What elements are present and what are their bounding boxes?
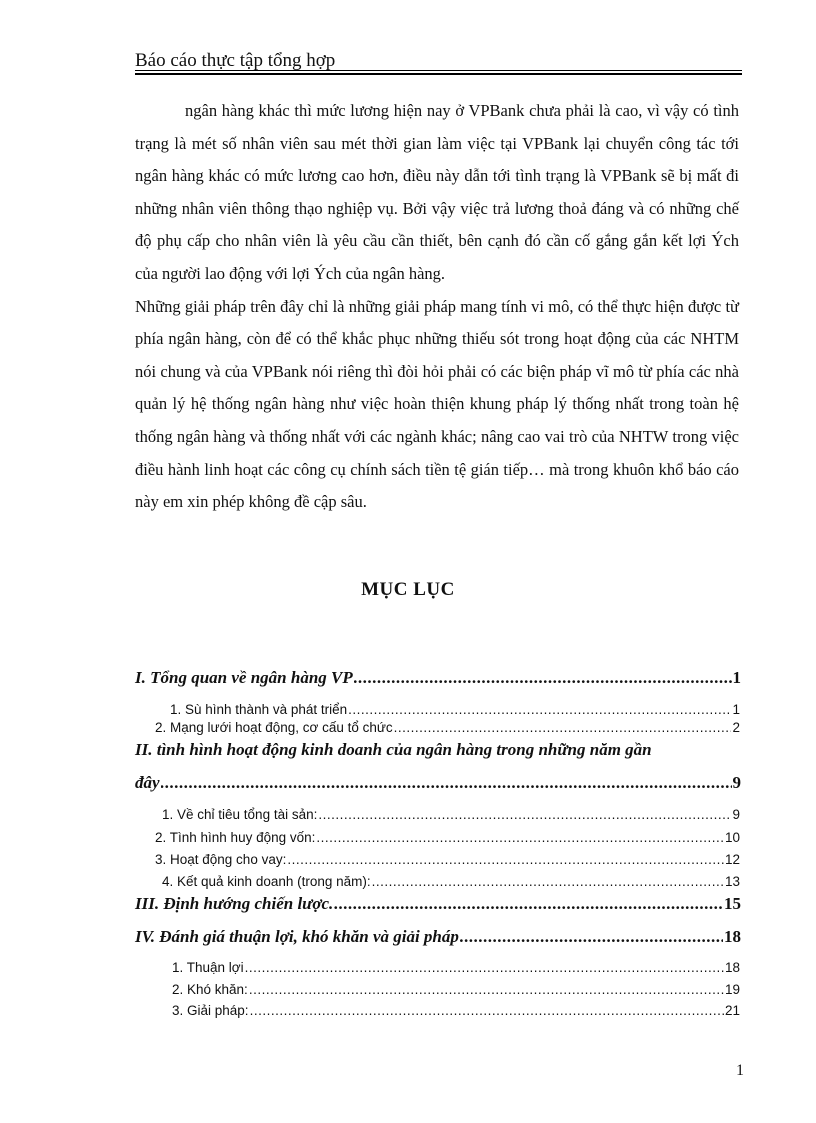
toc-page-number: 2 xyxy=(732,720,740,735)
toc-entry-section-3[interactable] xyxy=(135,894,741,914)
toc-entry-section-4[interactable] xyxy=(135,927,741,947)
toc-page-number: 13 xyxy=(724,874,740,889)
toc-entry-title: 2. Mạng lưới hoạt động, cơ cấu tổ chức xyxy=(155,720,393,735)
toc-entry-title: 4. Kết quả kinh doanh (trong năm): xyxy=(162,874,371,889)
toc-entry-section-2[interactable] xyxy=(135,740,741,760)
running-header xyxy=(135,50,742,78)
toc-entry-subsection[interactable] xyxy=(172,982,740,997)
toc-leader xyxy=(249,982,724,997)
toc-leader xyxy=(372,874,724,889)
toc-entry-title: 3. Giải pháp: xyxy=(172,1003,249,1018)
toc-entry-title: 2. Khó khăn: xyxy=(172,982,248,997)
toc-leader xyxy=(394,720,732,735)
toc-entry-title: II. tình hình hoạt động kinh doanh của ngân hàng trong những năm gần xyxy=(135,740,652,759)
toc-leader xyxy=(316,830,724,845)
toc-entry-title: 2. Tình hình huy động vốn: xyxy=(155,830,316,845)
toc-leader xyxy=(334,894,723,914)
toc-leader xyxy=(250,1003,724,1018)
toc-entry-title: 1. Về chỉ tiêu tổng tài sản: xyxy=(162,807,318,822)
toc-entry-subsection[interactable] xyxy=(172,1003,740,1018)
toc-leader xyxy=(161,773,732,793)
toc-page-number: 21 xyxy=(724,1003,740,1018)
toc-page-number: 19 xyxy=(724,982,740,997)
toc-page-number: 15 xyxy=(724,894,741,913)
toc-entry-title: đây xyxy=(135,773,160,792)
toc-entry-title: I. Tổng quan về ngân hàng VP xyxy=(135,668,353,687)
toc-entry-subsection[interactable] xyxy=(155,852,740,867)
page-number: 1 xyxy=(736,1062,744,1079)
toc-leader xyxy=(348,702,731,717)
toc-entry-subsection[interactable] xyxy=(155,720,740,735)
header-rule xyxy=(135,73,742,75)
body-text xyxy=(135,95,739,519)
toc-leader xyxy=(287,852,724,867)
toc-entry-title: III. Định hướng chiến lược. xyxy=(135,894,334,913)
paragraph: ngân hàng khác thì mức lương hiện nay ở VPBank chưa phải là cao, vì vậy có tình trạng là mét số nhân viên sau mét thời gian làm việc tại VPBank lại chuyển công tác tới ngân hàng khác có mức lương cao hơn, điều này dẫn tới tình trạng là VPBank sẽ bị mất đi những nhân viên thông thạo nghiệp vụ. Bởi vậy việc trả lương thoả đáng và có những chế độ phụ cấp cho nhân viên là yêu cầu cần thiết, bên cạnh đó cần cố gắng gắn kết lợi Ých của người lao động với lợi Ých của ngân hàng. xyxy=(135,101,739,283)
report-title: Báo cáo thực tập tổng hợp xyxy=(135,50,336,71)
toc-page-number: 9 xyxy=(732,807,740,822)
paragraph: Những giải pháp trên đây chỉ là những giải pháp mang tính vi mô, có thể thực hiện được từ phía ngân hàng, còn để có thể khắc phục những thiếu sót trong hoạt động của các NHTM nói chung và của VPBank nói riêng thì đòi hỏi phải có các biện pháp vĩ mô từ phía các nhà quản lý hệ thống ngân hàng như việc hoàn thiện khung pháp lý thống nhất trong toàn hệ thống ngân hàng và thống nhất với các ngành khác; nâng cao vai trò của NHTW trong việc điều hành linh hoạt các công cụ chính sách tiền tệ gián tiếp… mà trong khuôn khổ báo cáo này em xin phép không đề cập sâu. xyxy=(135,296,739,512)
toc-entry-subsection[interactable] xyxy=(162,807,740,822)
toc-entry-section-2-cont[interactable] xyxy=(135,773,741,793)
toc-page-number: 10 xyxy=(724,830,740,845)
toc-page-number: 1 xyxy=(732,702,740,717)
toc-entry-subsection[interactable] xyxy=(162,874,740,889)
toc-page-number: 1 xyxy=(732,668,741,687)
toc-page-number: 12 xyxy=(724,852,740,867)
toc-entry-subsection[interactable] xyxy=(172,960,740,975)
toc-heading: MỤC LỤC xyxy=(361,579,455,600)
toc-entry-subsection[interactable] xyxy=(155,830,740,845)
toc-entry-title: 1. Sù hình thành và phát triển xyxy=(170,702,348,717)
toc-leader xyxy=(318,807,731,822)
toc-leader xyxy=(460,927,723,947)
toc-leader xyxy=(245,960,724,975)
toc-page-number: 18 xyxy=(724,960,740,975)
toc-entry-title: IV. Đánh giá thuận lợi, khó khăn và giải pháp xyxy=(135,927,459,946)
toc-entry-title: 3. Hoạt động cho vay: xyxy=(155,852,287,867)
toc-leader xyxy=(354,668,732,688)
toc-entry-title: 1. Thuận lợi xyxy=(172,960,244,975)
header-rule xyxy=(135,70,742,71)
toc-entry-subsection[interactable] xyxy=(170,702,740,717)
toc-entry-section-1[interactable] xyxy=(135,668,741,688)
toc-page-number: 18 xyxy=(724,927,741,946)
toc-page-number: 9 xyxy=(732,773,741,792)
